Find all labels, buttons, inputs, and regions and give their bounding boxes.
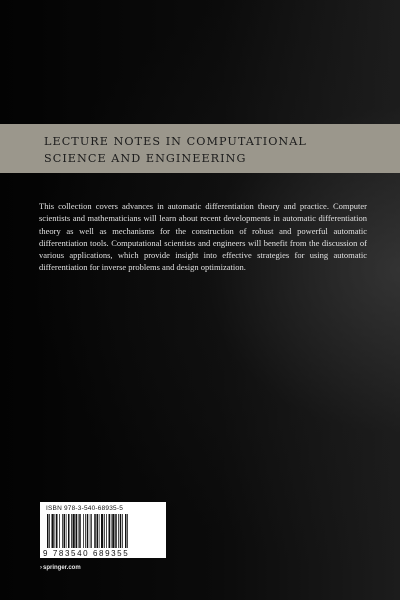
barcode-bar — [66, 514, 67, 548]
barcode-bar — [122, 514, 123, 548]
barcode-bar — [109, 514, 111, 548]
barcode-box — [40, 502, 166, 558]
barcode-bar — [55, 514, 56, 548]
barcode-bar — [112, 514, 114, 548]
barcode-bar — [101, 514, 103, 548]
barcode-bar — [64, 514, 66, 548]
barcode-bar — [73, 514, 75, 548]
series-band — [0, 124, 400, 173]
barcode-bar — [47, 514, 49, 548]
barcode-bar — [62, 514, 63, 548]
barcode-bar — [68, 514, 70, 548]
barcode-bar — [125, 514, 127, 548]
barcode-bar — [106, 514, 107, 548]
barcode-bar — [87, 514, 89, 548]
series-title-line-1: LECTURE NOTES IN COMPUTATIONAL — [44, 135, 307, 148]
barcode-digits: 9 783540 689355 — [43, 549, 130, 558]
barcode-bar — [52, 514, 54, 548]
isbn-label: ISBN 978-3-540-68935-5 — [46, 505, 124, 512]
barcode-bar — [85, 514, 86, 548]
barcode-bar — [49, 514, 50, 548]
barcode-bar — [83, 514, 84, 548]
barcode-bar — [56, 514, 58, 548]
barcode-bar — [79, 514, 81, 548]
barcode-bar — [94, 514, 96, 548]
publisher-url: springer.com — [43, 565, 81, 571]
barcode-bar — [99, 514, 100, 548]
barcode-bar — [127, 514, 128, 548]
barcode-icon — [46, 514, 160, 548]
barcode-bar — [91, 514, 92, 548]
barcode-bar — [115, 514, 117, 548]
barcode-bar — [104, 514, 105, 548]
chevron-right-icon: › — [40, 565, 42, 571]
barcode-bar — [111, 514, 112, 548]
barcode-bar — [59, 514, 60, 548]
barcode-bar — [120, 514, 122, 548]
barcode-bar — [78, 514, 79, 548]
barcode-bar — [90, 514, 91, 548]
barcode-bar — [71, 514, 72, 548]
book-description: This collection covers advances in automatic differentiation theory and practice. Computer scientists and mathematicians will learn about recent developments in automatic differentiation theory as well as mechanisms for the construction of robust and powerful automatic differentiation tools. Computational scientists and engineers will benefit from the discussion of various applications, which provide insight into effective strategies for using automatic differentiation for inverse problems and design optimization. — [39, 201, 367, 273]
series-title-line-2: SCIENCE AND ENGINEERING — [44, 152, 247, 165]
barcode-bar — [76, 514, 78, 548]
barcode-bar — [118, 514, 119, 548]
publisher-link[interactable] — [40, 565, 81, 571]
barcode-bar — [97, 514, 99, 548]
series-title — [44, 133, 307, 167]
